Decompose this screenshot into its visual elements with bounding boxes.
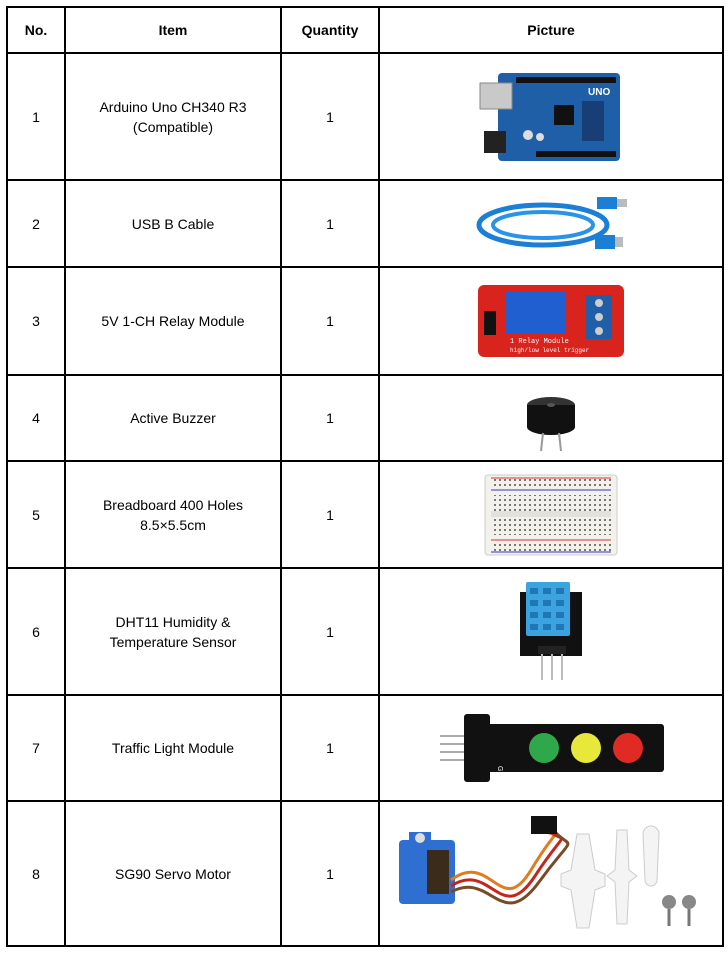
- row-number: 7: [7, 695, 65, 801]
- buzzer-icon: [521, 383, 581, 453]
- item-picture: [379, 180, 723, 267]
- item-name: [65, 375, 281, 461]
- servo-motor-icon: [391, 810, 711, 938]
- item-quantity: 1: [281, 267, 379, 375]
- table-row: [7, 568, 723, 695]
- item-name-line: (Compatible): [132, 118, 214, 135]
- item-name-line: SG90 Servo Motor: [115, 865, 231, 882]
- header-row: [7, 7, 723, 53]
- item-name: [65, 801, 281, 946]
- item-name: [65, 267, 281, 375]
- table-row: [7, 375, 723, 461]
- item-name-line: 5V 1-CH Relay Module: [101, 313, 245, 329]
- item-quantity: 1: [281, 461, 379, 568]
- table-row: [7, 53, 723, 180]
- header-quantity: Quantity: [281, 7, 379, 53]
- item-name: [65, 568, 281, 695]
- table-row: [7, 695, 723, 801]
- row-number: 5: [7, 461, 65, 568]
- item-name-line: Breadboard 400 Holes: [102, 496, 244, 513]
- item-name-line: Traffic Light Module: [111, 740, 235, 756]
- item-quantity: 1: [281, 53, 379, 180]
- header-no: No.: [7, 7, 65, 53]
- gnd-label: GND: [496, 766, 503, 782]
- row-number: 8: [7, 801, 65, 946]
- item-quantity: 1: [281, 568, 379, 695]
- item-name-line: Temperature Sensor: [109, 633, 237, 650]
- breadboard-icon: [483, 473, 619, 557]
- row-number: 4: [7, 375, 65, 461]
- item-picture: [379, 461, 723, 568]
- arduino-uno-board-icon: [476, 67, 626, 167]
- header-picture: Picture: [379, 7, 723, 53]
- item-name: [65, 180, 281, 267]
- item-name-line: USB B Cable: [131, 215, 215, 232]
- item-quantity: 1: [281, 695, 379, 801]
- item-quantity: 1: [281, 801, 379, 946]
- item-name: [65, 53, 281, 180]
- item-name: [65, 461, 281, 568]
- table-row: [7, 461, 723, 568]
- relay-sublabel: high/low level trigger: [510, 347, 590, 354]
- usb-cable-icon: [471, 191, 631, 257]
- row-number: 3: [7, 267, 65, 375]
- item-picture: [379, 568, 723, 695]
- item-picture: [379, 267, 723, 375]
- item-quantity: 1: [281, 180, 379, 267]
- item-name-line: Arduino Uno CH340 R3: [99, 98, 247, 115]
- relay-label: 1 Relay Module: [510, 338, 569, 346]
- item-picture: [379, 695, 723, 801]
- header-item: Item: [65, 7, 281, 53]
- board-label: UNO: [588, 86, 611, 98]
- row-number: 2: [7, 180, 65, 267]
- row-number: 6: [7, 568, 65, 695]
- item-picture: [379, 375, 723, 461]
- table-row: [7, 180, 723, 267]
- item-name-line: DHT11 Humidity &: [115, 613, 231, 630]
- item-name-line: 8.5×5.5cm: [140, 516, 206, 533]
- item-picture: [379, 53, 723, 180]
- item-picture: [379, 801, 723, 946]
- table-row: [7, 267, 723, 375]
- traffic-light-module-icon: [436, 710, 666, 786]
- parts-table: [6, 6, 724, 947]
- item-name-line: Active Buzzer: [130, 410, 216, 426]
- row-number: 1: [7, 53, 65, 180]
- item-name: [65, 695, 281, 801]
- dht11-sensor-icon: [516, 580, 586, 684]
- table-row: [7, 801, 723, 946]
- item-quantity: 1: [281, 375, 379, 461]
- relay-module-icon: [476, 281, 626, 361]
